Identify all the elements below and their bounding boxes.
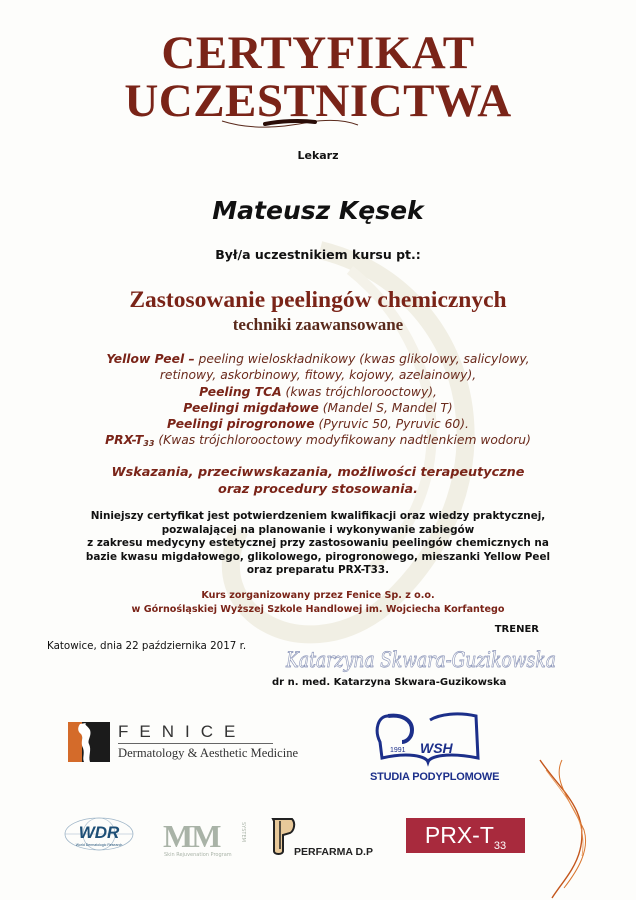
fenice-figure-icon: [72, 722, 102, 762]
participant-role: Lekarz: [297, 149, 339, 162]
perfarma-logo-name: PERFARMA D.P: [294, 846, 373, 858]
topic-item: [0, 400, 636, 416]
course-topics-list: [0, 351, 636, 453]
topic-item: [0, 384, 636, 400]
wsh-abbr: WSH: [420, 740, 453, 756]
title-line-1: CERTYFIKAT: [161, 27, 475, 79]
wsh-year: 1991: [390, 747, 406, 754]
wdr-abbr: WDR: [78, 823, 120, 842]
topic-subscript: 33: [143, 439, 155, 449]
topic-description: peeling wieloskładnikowy (kwas glikolowy, salicylowy, retinowy, askorbinowy, fitowy, kojowy, azelainowy),: [159, 352, 530, 383]
statement-line: oraz preparatu PRX-T33.: [246, 564, 390, 577]
signer-name: dr n. med. Katarzyna Skwara-Guzikowska: [272, 677, 507, 688]
course-subtitle: techniki zaawansowane: [232, 315, 404, 334]
statement-line: z zakresu medycyny estetycznej przy zastosowaniu peelingów chemicznych na: [87, 537, 549, 550]
wdr-globe-logo: [62, 816, 136, 852]
topic-item: [0, 432, 636, 452]
mm-logo-subtitle: Skin Rejuvenation Program: [164, 852, 232, 858]
perfarma-flask-icon: [270, 817, 296, 857]
prx-logo-sub: 33: [493, 840, 507, 852]
organizer-info: [0, 589, 636, 616]
organizer-line: Kurs zorganizowany przez Fenice Sp. z o.o.: [201, 590, 435, 601]
title-line-2: UCZESTNICTWA: [124, 75, 512, 127]
place-and-date: Katowice, dnia 22 października 2017 r.: [47, 640, 247, 652]
wsh-book-logo: [368, 708, 488, 766]
course-indications: Wskazania, przeciwwskazania, możliwości terapeutyczne oraz procedury stosowania.: [111, 465, 525, 497]
signature-text: Katarzyna Skwara-Guzikowska: [285, 648, 556, 672]
mm-logo-abbr: MM: [163, 818, 220, 854]
prx-t33-logo: [406, 818, 525, 853]
wsh-subtitle: STUDIA PODYPLOMOWE: [370, 771, 500, 783]
statement-line: pozwalającej na planowanie i wykonywanie zabiegów: [161, 523, 475, 536]
topic-name: PRX-T: [105, 433, 144, 448]
decorative-hair-ornament: [540, 760, 600, 900]
prx-logo-name: PRX-T: [424, 822, 494, 848]
topic-name: Peeling TCA: [199, 384, 282, 399]
course-title: Zastosowanie peelingów chemicznych: [129, 287, 507, 313]
statement-line: bazie kwasu migdałowego, glikolowego, pirogronowego, mieszanki Yellow Peel: [85, 550, 551, 563]
mm-logo-side: SYSTEM: [240, 822, 246, 842]
course-intro: Był/a uczestnikiem kursu pt.:: [215, 247, 421, 262]
wdr-subtitle: World Dermatologic Research: [75, 843, 123, 847]
statement-line: Niniejszy certyfikat jest potwierdzeniem kwalifikacji oraz wiedzy praktycznej,: [90, 510, 546, 522]
topic-description: (Pyruvic 50, Pyruvic 60).: [314, 417, 469, 432]
topic-item: [0, 416, 636, 432]
fenice-logo-name: FENICE: [118, 722, 247, 741]
trainer-label: TRENER: [494, 624, 539, 635]
topic-description: (Mandel S, Mandel T): [318, 400, 453, 415]
topic-description: (kwas trójchlorooctowy),: [281, 384, 437, 399]
fenice-logo-subtitle: Dermatology & Aesthetic Medicine: [118, 746, 299, 760]
topic-name: Yellow Peel –: [106, 352, 195, 366]
topic-item: [0, 351, 636, 384]
fenice-logo-divider: [118, 743, 273, 744]
topic-description: (Kwas trójchlorooctowy modyfikowany nadtlenkiem wodoru): [154, 433, 531, 448]
topic-name: Peelingi pirogronowe: [167, 417, 315, 432]
title-swoosh-ornament: [220, 116, 360, 130]
certificate-statement: [0, 510, 636, 578]
topic-name: Peelingi migdałowe: [183, 400, 319, 415]
organizer-line: w Górnośląskiej Wyższej Szkole Handlowej im. Wojciecha Korfantego: [131, 603, 505, 615]
handwritten-signature: [278, 637, 578, 679]
participant-name: Mateusz Kęsek: [212, 196, 424, 225]
